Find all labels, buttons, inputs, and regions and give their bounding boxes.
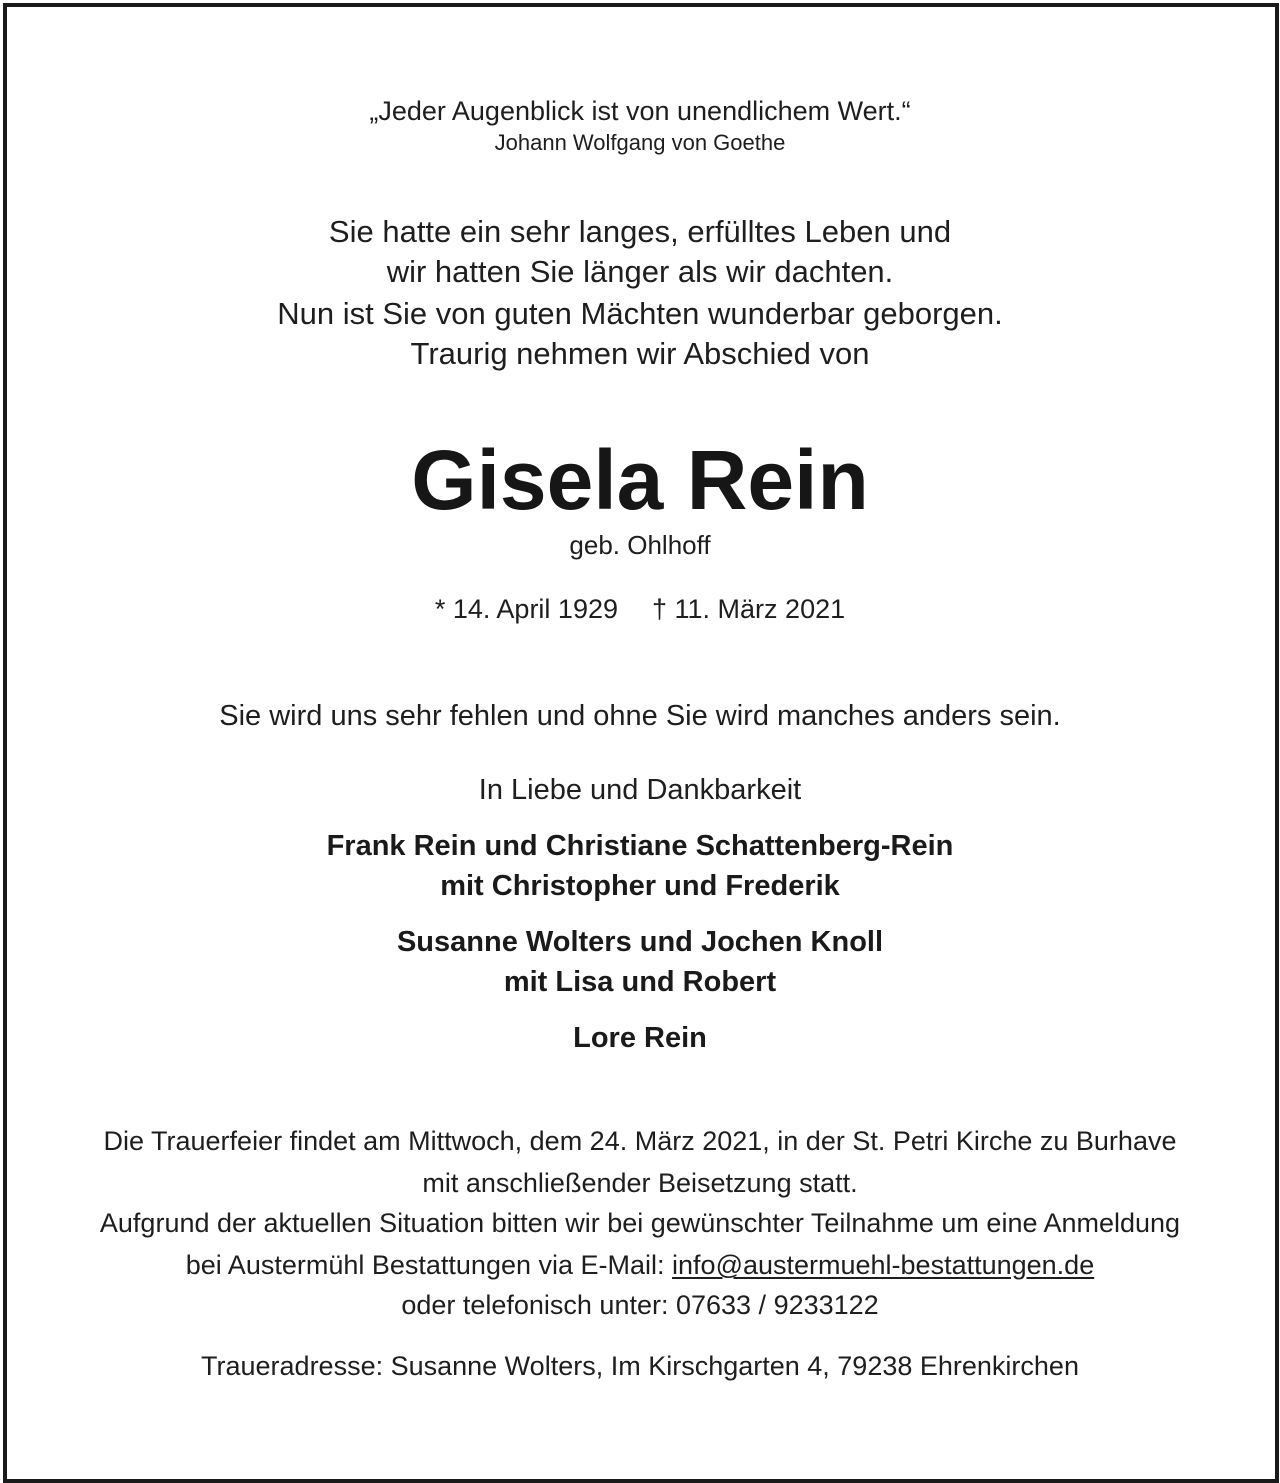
birth-date: * 14. April 1929	[434, 594, 618, 624]
verse-line-3: Nun ist Sie von guten Mächten wunderbar geborgen.	[277, 296, 1003, 331]
funeral-info-line-2: mit anschließender Beisetzung statt.	[422, 1168, 858, 1198]
love-line: In Liebe und Dankbarkeit	[478, 774, 802, 806]
mourner-line-4: mit Lisa und Robert	[503, 966, 777, 998]
closing-line: Sie wird uns sehr fehlen und ohne Sie wird manches anders sein.	[219, 700, 1061, 732]
funeral-info-line-1: Die Trauerfeier findet am Mittwoch, dem 24. März 2021, in der St. Petri Kirche zu Burhave	[103, 1126, 1177, 1156]
maiden-name: geb. Ohlhoff	[569, 530, 711, 560]
funeral-info-line-3: Aufgrund der aktuellen Situation bitten wir bei gewünschter Teilnahme um eine Anmeldung	[99, 1208, 1181, 1238]
mourner-line-2: mit Christopher und Frederik	[440, 870, 840, 902]
email-line	[0, 1250, 1280, 1281]
life-dates	[0, 594, 1280, 625]
mourner-line-3: Susanne Wolters und Jochen Knoll	[396, 926, 884, 958]
email-link[interactable]: info@austermuehl-bestattungen.de	[672, 1250, 1095, 1280]
mourning-address: Traueradresse: Susanne Wolters, Im Kirschgarten 4, 79238 Ehrenkirchen	[201, 1351, 1079, 1381]
verse-line-1: Sie hatte ein sehr langes, erfülltes Leben und	[328, 214, 952, 249]
email-prefix: bei Austermühl Bestattungen via E-Mail:	[185, 1250, 665, 1280]
quote-author: Johann Wolfgang von Goethe	[494, 130, 786, 155]
mourner-line-1: Frank Rein und Christiane Schattenberg-Rein	[326, 830, 954, 862]
verse-line-4: Traurig nehmen wir Abschied von	[410, 336, 870, 371]
mourner-line-5: Lore Rein	[573, 1022, 707, 1054]
death-date: † 11. März 2021	[652, 594, 846, 624]
deceased-name: Gisela Rein	[411, 433, 869, 527]
verse-line-2: wir hatten Sie länger als wir dachten.	[386, 254, 894, 289]
phone-line: oder telefonisch unter: 07633 / 9233122	[401, 1290, 879, 1320]
quote: „Jeder Augenblick ist von unendlichem Wert.“	[369, 96, 911, 126]
